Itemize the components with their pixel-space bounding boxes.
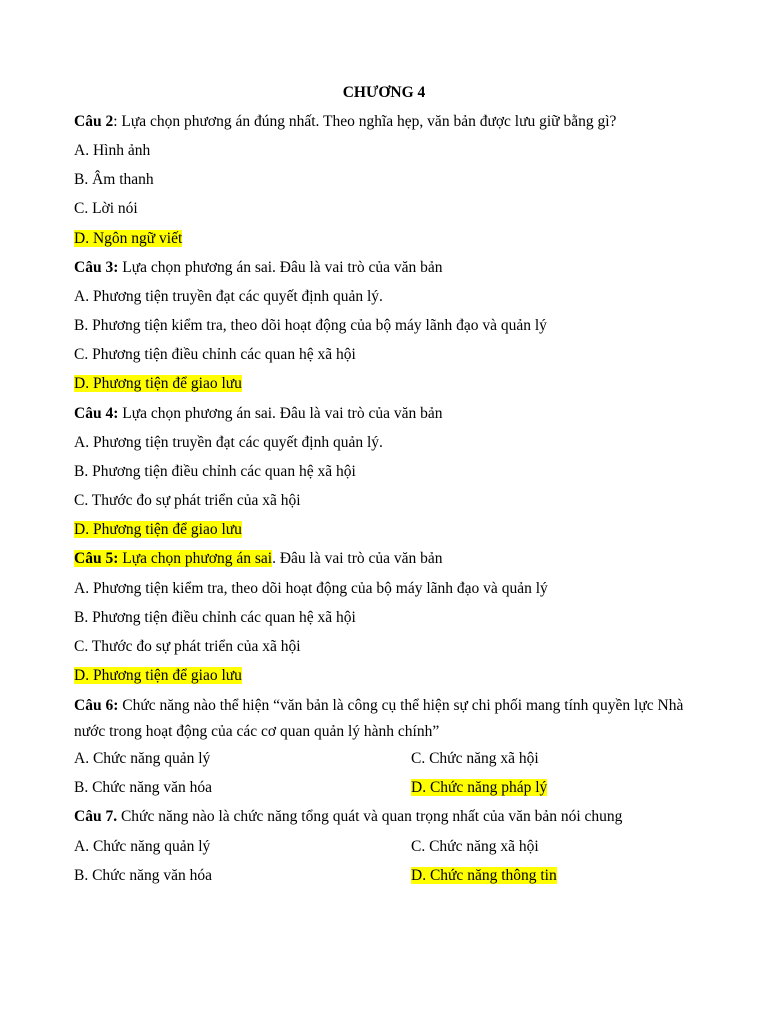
question-7	[74, 807, 708, 827]
question-2	[74, 112, 708, 132]
question-4-answer: D. Phương tiện để giao lưu	[74, 521, 242, 538]
question-4-text: Lựa chọn phương án sai. Đâu là vai trò của văn bản	[118, 405, 443, 422]
question-5-label: Câu 5:	[74, 550, 119, 567]
question-5-text-highlighted: Lựa chọn phương án sai	[118, 550, 273, 567]
question-5-option-b: B. Phương tiện điều chỉnh các quan hệ xã hội	[74, 609, 356, 626]
question-3-answer: D. Phương tiện để giao lưu	[74, 375, 242, 392]
question-2-label: Câu 2	[74, 113, 114, 130]
question-5	[74, 549, 708, 569]
question-5-text-rest: . Đâu là vai trò của văn bản	[272, 550, 443, 567]
question-4	[74, 404, 708, 424]
question-7-label: Câu 7.	[74, 808, 118, 825]
question-5-option-c: C. Thước đo sự phát triển của xã hội	[74, 638, 301, 655]
question-5-highlight	[74, 550, 272, 567]
question-3-option-d	[74, 374, 708, 394]
question-6-text: Chức năng nào thể hiện “văn bản là công cụ thể hiện sự chi phối mang tính quyền lực Nhà nước trong hoạt động của các cơ quan quản lý hành chính”	[74, 697, 684, 740]
question-7-option-b: B. Chức năng văn hóa	[74, 867, 212, 884]
question-4-option-c: C. Thước đo sự phát triển của xã hội	[74, 492, 301, 509]
question-6-option-d	[411, 778, 547, 798]
question-4-label: Câu 4:	[74, 405, 119, 422]
question-7-option-d	[411, 866, 557, 886]
question-6-label: Câu 6:	[74, 697, 119, 714]
question-2-option-c: C. Lời nói	[74, 200, 138, 217]
question-7-text: Chức năng nào là chức năng tổng quát và quan trọng nhất của văn bản nói chung	[117, 808, 623, 825]
question-3	[74, 258, 708, 278]
question-2-text: : Lựa chọn phương án đúng nhất. Theo nghĩa hẹp, văn bản được lưu giữ bằng gì?	[113, 113, 617, 130]
question-6	[74, 693, 708, 745]
question-7-option-a: A. Chức năng quản lý	[74, 838, 211, 855]
question-6-answer: D. Chức năng pháp lý	[411, 779, 548, 796]
question-5-option-d	[74, 666, 708, 686]
question-4-option-d	[74, 520, 708, 540]
question-3-label: Câu 3:	[74, 259, 119, 276]
question-2-option-b: B. Âm thanh	[74, 171, 154, 188]
question-2-option-d	[74, 229, 708, 249]
question-4-option-a: A. Phương tiện truyền đạt các quyết định quản lý.	[74, 434, 383, 451]
question-7-answer: D. Chức năng thông tin	[411, 867, 557, 884]
question-4-option-b: B. Phương tiện điều chỉnh các quan hệ xã hội	[74, 463, 356, 480]
chapter-title: CHƯƠNG 4	[342, 84, 426, 101]
question-2-option-a: A. Hình ảnh	[74, 142, 151, 159]
question-5-option-a: A. Phương tiện kiểm tra, theo dõi hoạt động của bộ máy lãnh đạo và quản lý	[74, 580, 548, 597]
question-6-option-b: B. Chức năng văn hóa	[74, 779, 212, 796]
question-3-option-a: A. Phương tiện truyền đạt các quyết định quản lý.	[74, 288, 383, 305]
question-3-option-c: C. Phương tiện điều chỉnh các quan hệ xã hội	[74, 346, 356, 363]
question-7-option-c: C. Chức năng xã hội	[411, 838, 539, 855]
question-6-option-a: A. Chức năng quản lý	[74, 750, 211, 767]
question-5-answer: D. Phương tiện để giao lưu	[74, 667, 242, 684]
question-3-text: Lựa chọn phương án sai. Đâu là vai trò của văn bản	[118, 259, 443, 276]
question-6-option-c: C. Chức năng xã hội	[411, 750, 539, 767]
question-2-answer: D. Ngôn ngữ viết	[74, 230, 183, 247]
question-3-option-b: B. Phương tiện kiểm tra, theo dõi hoạt động của bộ máy lãnh đạo và quản lý	[74, 317, 547, 334]
